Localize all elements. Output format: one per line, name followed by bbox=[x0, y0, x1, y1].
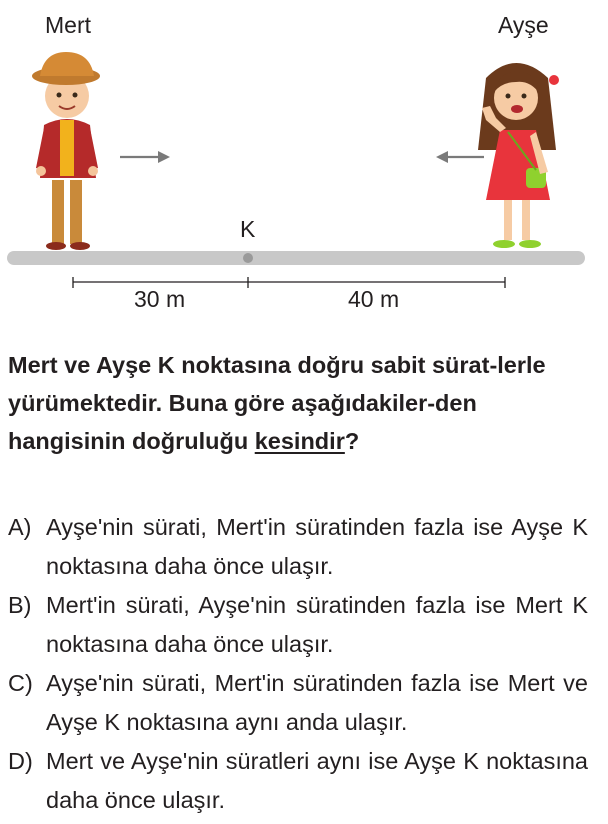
question-body: Mert ve Ayşe K noktasına doğru sabit sürat-lerle yürümektedir. Buna göre aşağıdakiler-den hangisinin doğruluğu bbox=[8, 352, 546, 454]
question-emphasis: kesindir bbox=[254, 428, 345, 454]
point-k-label: K bbox=[240, 216, 256, 242]
option-d[interactable] bbox=[8, 742, 588, 820]
question-text bbox=[8, 346, 600, 460]
mert-name-label: Mert bbox=[45, 12, 91, 38]
left-distance-label: 30 m bbox=[134, 286, 186, 312]
option-letter: A) bbox=[8, 514, 32, 540]
option-text: Mert ve Ayşe'nin süratleri aynı ise Ayşe K noktasına daha önce ulaşır. bbox=[46, 748, 588, 813]
point-k-marker bbox=[243, 253, 253, 263]
answer-options bbox=[8, 508, 588, 820]
motion-figure bbox=[0, 0, 608, 330]
option-text: Mert'in sürati, Ayşe'nin süratinden fazla ise Mert K noktasına daha önce ulaşır. bbox=[46, 592, 588, 657]
option-text: Ayşe'nin sürati, Mert'in süratinden fazla ise Ayşe K noktasına daha önce ulaşır. bbox=[46, 514, 588, 579]
ayse-name-label: Ayşe bbox=[498, 12, 549, 38]
option-letter: D) bbox=[8, 748, 33, 774]
question-mark: ? bbox=[344, 428, 360, 454]
ayse-figure-icon bbox=[478, 63, 559, 248]
arrow-left-icon bbox=[436, 151, 484, 163]
mert-figure-icon bbox=[32, 52, 100, 250]
option-text: Ayşe'nin sürati, Mert'in süratinden fazla ise Mert ve Ayşe K noktasına aynı anda ulaşır. bbox=[46, 670, 588, 735]
option-c[interactable] bbox=[8, 664, 588, 742]
arrow-right-icon bbox=[120, 151, 170, 163]
option-letter: B) bbox=[8, 592, 32, 618]
option-letter: C) bbox=[8, 670, 33, 696]
right-distance-label: 40 m bbox=[348, 286, 400, 312]
option-b[interactable] bbox=[8, 586, 588, 664]
option-a[interactable] bbox=[8, 508, 588, 586]
